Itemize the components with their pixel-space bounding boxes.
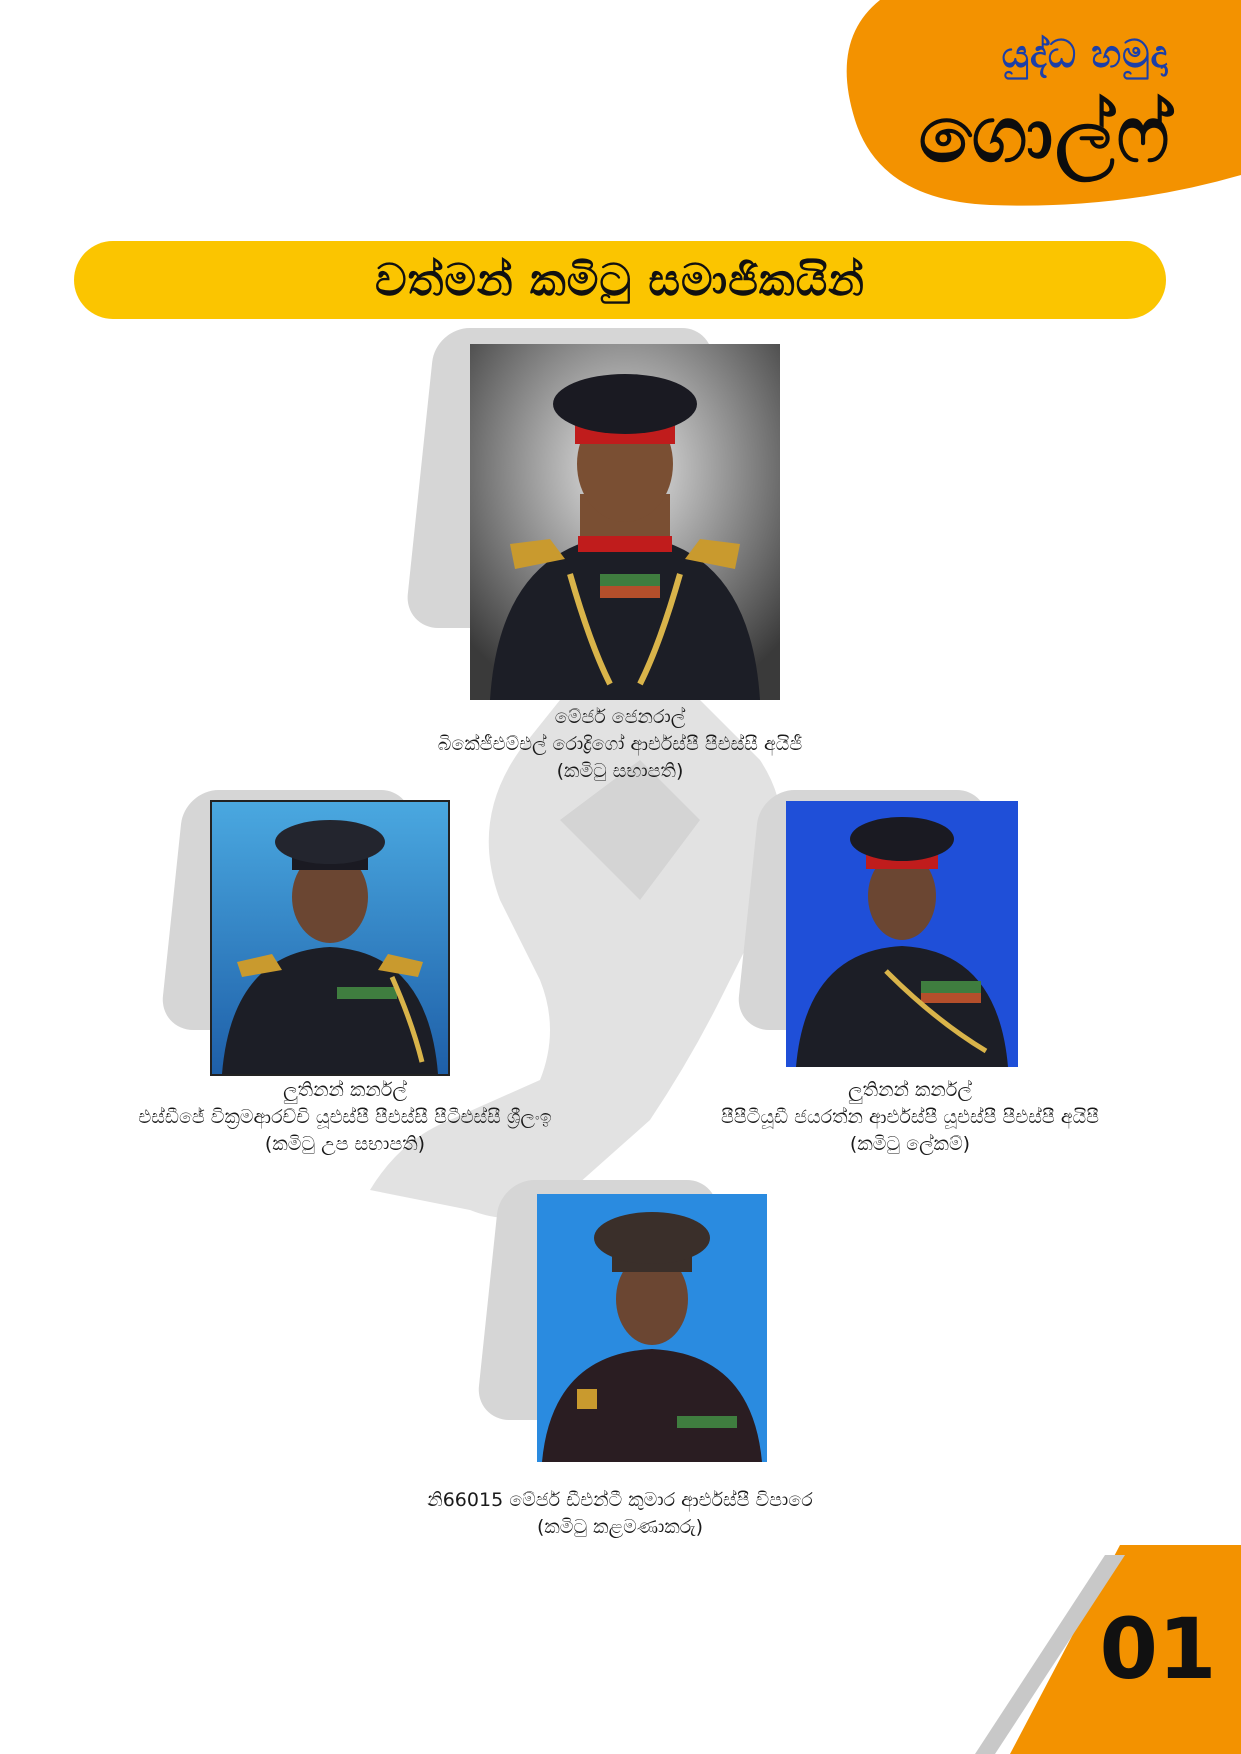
- member-role: (කමිටු උප සභාපති): [264, 1133, 426, 1155]
- section-heading: [74, 241, 1166, 319]
- member-name: පීපීටීයූඩී ජයරත්න ආර්එස්පී යූඑස්පී පීඑස්පී අයිපී: [720, 1106, 1100, 1128]
- member-caption-2: [40, 1077, 650, 1158]
- member-role: (කමිටු සභාපති): [556, 760, 684, 782]
- member-photo-2: [210, 800, 450, 1076]
- portrait-lt-colonel-1: [212, 802, 448, 1074]
- member-rank: ලුතිනන් කර්නල්: [848, 1079, 972, 1101]
- member-role: (කමිටු ලේකම්): [849, 1133, 971, 1155]
- page-number: 01: [1099, 1600, 1217, 1698]
- portrait-general: [470, 344, 780, 700]
- member-role: (කමිටු කළමණාකරු): [536, 1516, 704, 1538]
- member-name: එස්ඩීජේ වික්‍රමආරච්චි යූඑස්පී පීඑස්සී පීටීඑස්සී ශ්‍රීලංඉ: [138, 1106, 552, 1128]
- masthead-title: ගොල්ෆ්: [918, 90, 1172, 180]
- member-caption-4: [340, 1487, 900, 1541]
- member-photo-3: [786, 801, 1018, 1067]
- member-photo-4: [537, 1194, 767, 1462]
- portrait-major: [537, 1194, 767, 1462]
- member-rank: මේජර් ජෙනරාල්: [554, 706, 686, 728]
- member-photo-1: [470, 344, 780, 700]
- member-caption-3: [630, 1077, 1190, 1158]
- portrait-lt-colonel-2: [786, 801, 1018, 1067]
- masthead-subtitle: යුද්ධ හමුදා: [1001, 32, 1169, 76]
- member-rank: ලුතිනන් කර්නල්: [283, 1079, 407, 1101]
- section-heading-text: වත්මන් කමිටු සමාජිකයින්: [375, 254, 865, 306]
- member-name: නි66015 මේජර් ඩීඑන්ටී කුමාර ආර්එස්පී විපාරෙ: [427, 1489, 813, 1511]
- member-name: බිකේජීඑම්එල් රොද්‍රිගෝ ආර්එස්පී පීඑස්සී අයිජී: [437, 733, 803, 755]
- member-caption-1: [340, 704, 900, 785]
